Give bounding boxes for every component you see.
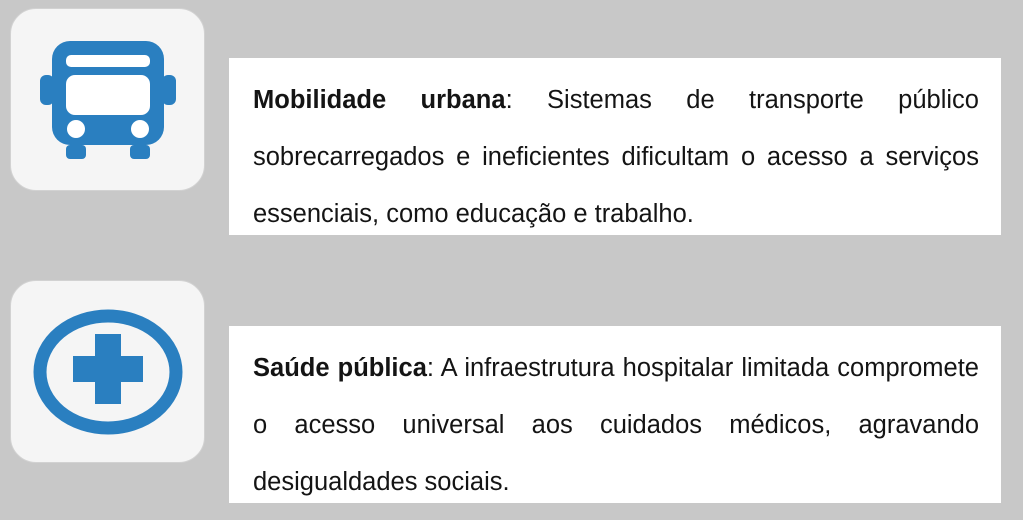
paragraph-mobility (253, 72, 979, 243)
lead-label-health: Saúde pública (253, 354, 427, 382)
paragraph-health (253, 340, 979, 511)
content-row-mobility (0, 0, 1001, 235)
lead-separator-health: : (426, 354, 434, 382)
hospital-cross-icon (33, 308, 183, 436)
lead-separator-mobility: : (505, 86, 513, 114)
text-card-mobility (229, 58, 1001, 235)
content-row-health (0, 272, 1001, 503)
lead-label-mobility: Mobilidade urbana (253, 86, 506, 114)
bus-icon-tile (10, 8, 205, 191)
text-card-health (229, 326, 1001, 503)
body-text-mobility: Sistemas de transporte público sobrecarregados e ineficientes dificultam o acesso a serviços essenciais, como educação e trabalho. (253, 86, 979, 228)
bus-icon (38, 35, 178, 165)
body-text-health: A infraestrutura hospitalar limitada compromete o acesso universal aos cuidados médicos, agravando desigualdades sociais. (253, 354, 979, 496)
hospital-icon-tile (10, 280, 205, 463)
